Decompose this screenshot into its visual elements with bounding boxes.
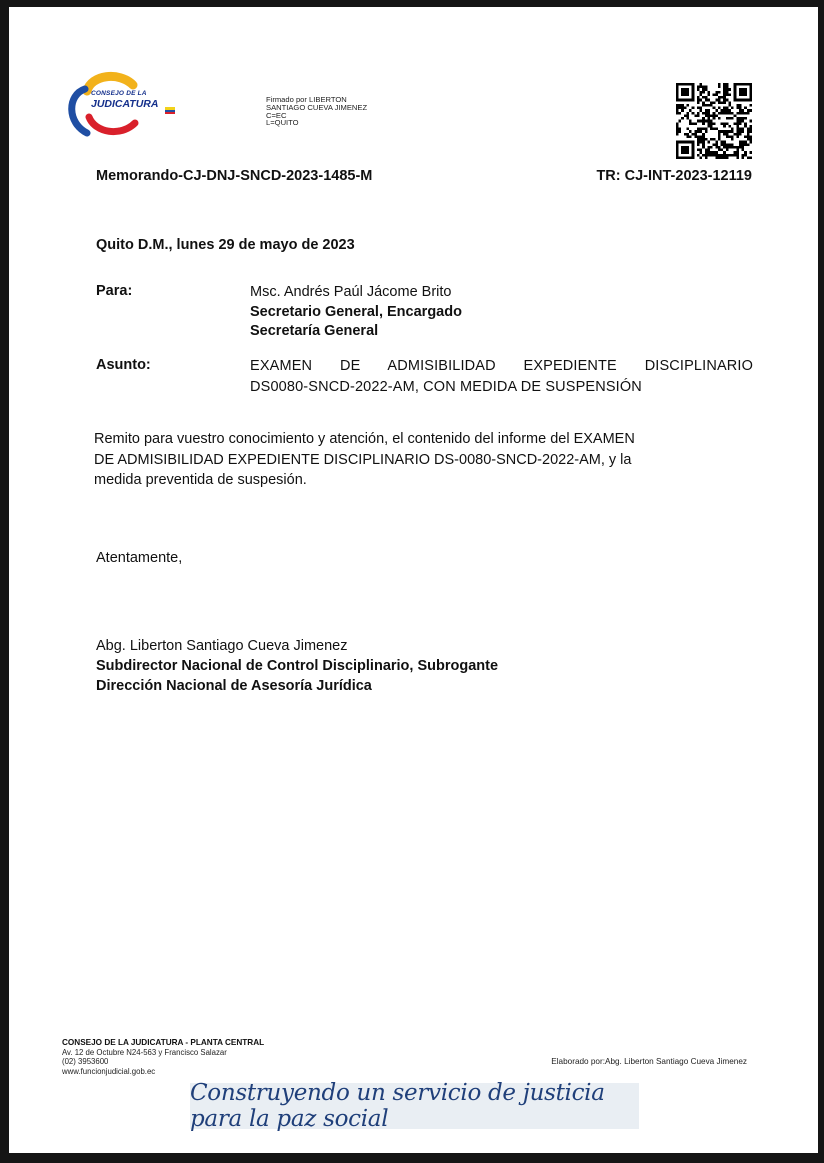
signature-block: [96, 636, 498, 696]
signed-line: SANTIAGO CUEVA JIMENEZ: [266, 102, 368, 112]
recipient-title: Secretario General, Encargado: [250, 303, 462, 320]
recipient-department: Secretaría General: [250, 323, 379, 339]
footer-web: www.funcionjudicial.gob.ec: [62, 1066, 156, 1076]
signer-name: Abg. Liberton Santiago Cueva Jimenez: [96, 638, 348, 654]
signed-line: L=QUITO: [266, 118, 299, 128]
memo-reference: Memorando-CJ-DNJ-SNCD-2023-1485-M: [96, 168, 373, 184]
logo-text-line2: JUDICATURA: [91, 97, 159, 110]
para-label: Para:: [96, 283, 133, 299]
signer-title: Subdirector Nacional de Control Disciplinario, Subrogante: [96, 658, 499, 674]
body-line: medida preventida de suspesión.: [94, 472, 307, 488]
logo-text-line1: CONSEJO DE LA: [91, 90, 147, 97]
subject-text: [250, 356, 753, 397]
body-line: Remito para vuestro conocimiento y atención, el contenido del informe del EXAMEN: [94, 431, 635, 447]
digital-signature-stamp: [266, 96, 367, 127]
closing-text: Atentamente,: [96, 550, 183, 566]
footer-org: CONSEJO DE LA JUDICATURA - PLANTA CENTRAL: [62, 1038, 265, 1047]
qr-code-icon: [676, 83, 752, 159]
signed-line: C=EC: [266, 110, 287, 120]
slogan-text: Construyendo un servicio de justicia para la paz social: [190, 1080, 605, 1132]
footer-phone: (02) 3953600: [62, 1057, 109, 1067]
footer-address-block: [62, 1038, 264, 1076]
footer-address: Av. 12 de Octubre N24-563 y Francisco Salazar: [62, 1047, 227, 1057]
judicatura-logo: [61, 71, 181, 143]
memo-body: [94, 429, 734, 491]
document-page: [9, 7, 818, 1153]
tr-reference: TR: CJ-INT-2023-12119: [596, 168, 752, 184]
signed-line: Firmado por LIBERTON: [266, 95, 347, 104]
memo-date: Quito D.M., lunes 29 de mayo de 2023: [96, 237, 355, 253]
signer-department: Dirección Nacional de Asesoría Jurídica: [96, 678, 372, 694]
asunto-label: Asunto:: [96, 357, 151, 373]
subject-line: EXAMEN DE ADMISIBILIDAD EXPEDIENTE DISCIPLINARIO: [250, 358, 753, 374]
slogan-banner: [190, 1080, 639, 1132]
elaborado-por: Elaborado por:Abg. Liberton Santiago Cueva Jimenez: [551, 1057, 747, 1066]
recipient-name: Msc. Andrés Paúl Jácome Brito: [250, 284, 452, 300]
body-line: DE ADMISIBILIDAD EXPEDIENTE DISCIPLINARIO DS-0080-SNCD-2022-AM, y la: [94, 451, 632, 468]
recipient-block: [250, 283, 462, 342]
subject-line: DS0080-SNCD-2022-AM, CON MEDIDA DE SUSPENSIÓN: [250, 378, 642, 395]
